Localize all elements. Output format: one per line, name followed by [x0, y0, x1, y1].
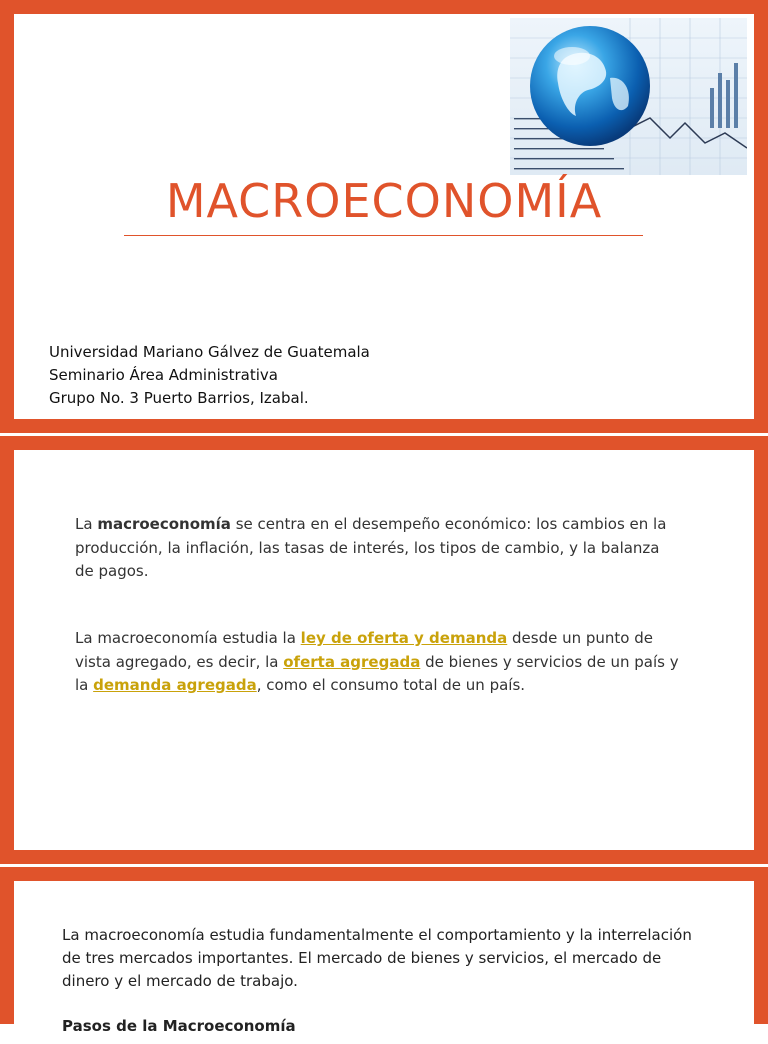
slide-definition — [0, 436, 768, 864]
slide-title-content — [14, 14, 754, 419]
subtitle-line-group: Grupo No. 3 Puerto Barrios, Izabal. — [49, 389, 309, 407]
page-title: MACROECONOMÍA — [165, 174, 603, 228]
supply-demand-paragraph — [75, 627, 680, 698]
slide-title — [0, 0, 768, 433]
link-ley-oferta-demanda[interactable]: ley de oferta y demanda — [300, 629, 508, 647]
slide-markets — [0, 867, 768, 1035]
text-run: de bienes y servicios de un país y la — [75, 652, 679, 694]
text-run: , como el consumo total de un país. — [256, 676, 526, 694]
bold-term: macroeconomía — [97, 515, 231, 533]
text-run: desde un punto de vista agregado, es decir, la — [75, 629, 653, 671]
link-oferta-agregada[interactable]: oferta agregada — [283, 652, 421, 671]
text-run: se centra en el desempeño económico: los cambios en la producción, la inflación, las tasas de interés, los tipos de cambio, y la balanza de pagos. — [75, 515, 667, 580]
link-demanda-agregada[interactable]: demanda agregada — [93, 676, 257, 694]
markets-paragraph: La macroeconomía estudia fundamentalmente el comportamiento y la interrelación de tres mercados importantes. El mercado de bienes y servicios, el mercado de dinero y el mercado de trabajo. — [62, 926, 692, 990]
steps-heading: Pasos de la Macroeconomía — [62, 1017, 296, 1035]
subtitle-block — [49, 341, 370, 410]
subtitle-line-university: Universidad Mariano Gálvez de Guatemala — [49, 343, 370, 361]
globe-finance-image — [510, 18, 747, 175]
subtitle-line-seminar: Seminario Área Administrativa — [49, 366, 278, 384]
slide-markets-content — [14, 881, 754, 1044]
text-run: La — [75, 515, 98, 533]
title-divider — [124, 235, 643, 236]
definition-paragraph — [75, 513, 680, 584]
slide-definition-content — [14, 450, 754, 850]
text-run: La macroeconomía estudia la — [75, 629, 301, 647]
